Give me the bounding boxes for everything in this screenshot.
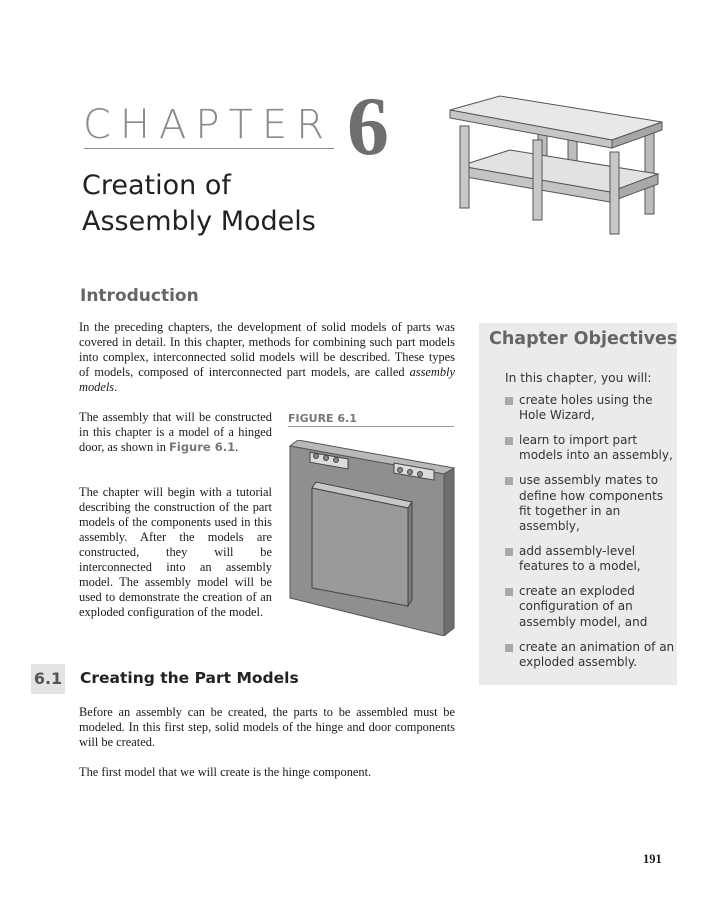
- intro-para2-text: The assembly that will be constructed in this chapter is a model of a hinged door, as shown in: [79, 410, 272, 454]
- hinged-door-figure: [286, 440, 458, 636]
- bullet-square-icon: [505, 397, 513, 405]
- chapter-title: [82, 168, 316, 240]
- section-paragraph-2: The first model that we will create is the hinge component.: [79, 765, 372, 779]
- chapter-number: 6: [347, 80, 389, 173]
- section-heading: Creating the Part Models: [80, 669, 299, 687]
- objective-item: [505, 640, 677, 670]
- intro-para1-end: .: [114, 380, 118, 394]
- introduction-paragraph-3: The chapter will begin with a tutorial describing the construction of the part models of the components used in this assembly. After the models are constructed, they will be interconnected into an assembly model. The assembly model will be used to demonstrate the creation of an exploded configuration of the model.: [79, 485, 272, 619]
- objectives-list: [505, 393, 677, 680]
- workbench-illustration: [440, 92, 670, 242]
- intro-para1-text: In the preceding chapters, the development of solid models of parts was covered in detail. In this chapter, methods for combining such part models into complex, interconnected solid models will be described. These types of models, composed of interconnected part models, are called: [79, 320, 455, 379]
- introduction-paragraph-1: [79, 320, 455, 395]
- bullet-square-icon: [505, 644, 513, 652]
- intro-para1-emphasis: assembly models: [79, 365, 455, 394]
- bullet-square-icon: [505, 588, 513, 596]
- bullet-square-icon: [505, 437, 513, 445]
- figure-label: FIGURE 6.1: [288, 412, 357, 425]
- objective-text: add assembly-level features to a model,: [519, 544, 641, 574]
- objectives-intro: In this chapter, you will:: [505, 371, 652, 385]
- chapter-title-line-2: Assembly Models: [82, 206, 316, 237]
- intro-para2-end: .: [235, 440, 239, 454]
- objective-item: [505, 473, 677, 534]
- objective-item: [505, 584, 677, 630]
- objective-item: [505, 433, 677, 463]
- page-number: 191: [643, 852, 662, 866]
- chapter-rule: [84, 148, 334, 149]
- figure-rule: [288, 426, 454, 427]
- chapter-title-line-1: Creation of: [82, 170, 231, 201]
- objectives-title: Chapter Objectives: [489, 329, 678, 349]
- chapter-label: CHAPTER: [83, 102, 333, 148]
- introduction-heading: Introduction: [80, 286, 199, 306]
- objective-item: [505, 544, 677, 574]
- bullet-square-icon: [505, 548, 513, 556]
- section-number: 6.1: [33, 669, 63, 688]
- section-paragraph-1: Before an assembly can be created, the parts to be assembled must be modeled. In this first step, solid models of the hinge and door components will be created.: [79, 705, 455, 749]
- objective-text: use assembly mates to define how components fit together in an assembly,: [519, 473, 664, 534]
- objective-text: create an exploded configuration of an assembly model, and: [519, 584, 648, 629]
- objective-text: create holes using the Hole Wizard,: [519, 393, 653, 423]
- objective-text: learn to import part models into an assembly,: [519, 433, 673, 463]
- objective-item: [505, 393, 677, 423]
- bullet-square-icon: [505, 477, 513, 485]
- figure-reference: Figure 6.1: [169, 440, 236, 454]
- objective-text: create an animation of an exploded assembly.: [519, 639, 675, 669]
- introduction-paragraph-2: [79, 410, 272, 455]
